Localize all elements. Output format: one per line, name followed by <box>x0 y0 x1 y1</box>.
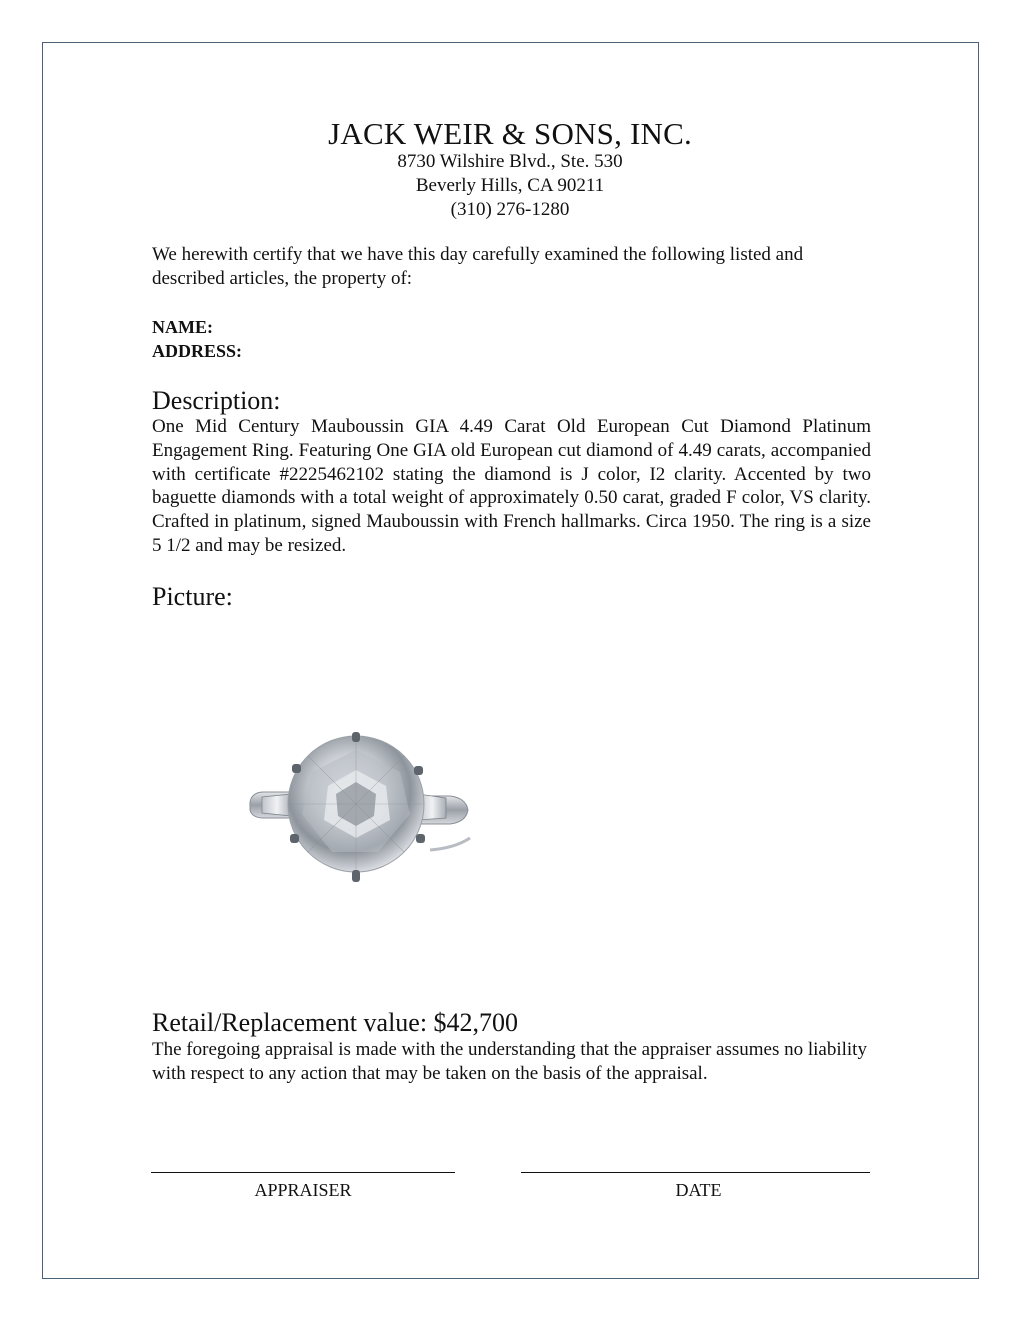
certification-text: We herewith certify that we have this day carefully examined the following listed and described articles, the property of: <box>152 244 804 289</box>
company-address-line1: 8730 Wilshire Blvd., Ste. 530 <box>397 151 623 172</box>
description-heading: Description: <box>152 386 281 415</box>
description-text: One Mid Century Mauboussin GIA 4.49 Carat Old European Cut Diamond Platinum Engagement Ring. Featuring One GIA old European cut diamond of 4.49 carats, accompanied with certificate #2225462102 stating the diamond is J color, I2 clarity. Accented by two baguette diamonds with a total weight of approximately 0.50 carat, graded F color, VS clarity. Crafted in platinum, signed Mauboussin with French hallmarks. Circa 1950. The ring is a size 5 1/2 and may be resized. <box>152 416 871 556</box>
company-address-line2: Beverly Hills, CA 90211 <box>415 175 605 196</box>
name-label: NAME: <box>152 317 213 337</box>
center-diamond <box>288 736 424 872</box>
company-name: JACK WEIR & SONS, INC. <box>328 116 692 151</box>
retail-value: Retail/Replacement value: $42,700 <box>152 1008 519 1037</box>
ring-photo <box>240 730 480 895</box>
date-signature-line <box>521 1172 870 1173</box>
address-label: ADDRESS: <box>152 341 243 361</box>
appraiser-label: APPRAISER <box>254 1180 352 1200</box>
date-label: DATE <box>675 1180 722 1200</box>
disclaimer-text: The foregoing appraisal is made with the understanding that the appraiser assumes no liability with respect to any action that may be taken on the basis of the appraisal. <box>152 1039 867 1084</box>
picture-heading: Picture: <box>152 582 233 611</box>
appraiser-signature-line <box>151 1172 455 1173</box>
company-phone: (310) 276-1280 <box>450 199 570 220</box>
document-frame <box>42 42 979 1279</box>
